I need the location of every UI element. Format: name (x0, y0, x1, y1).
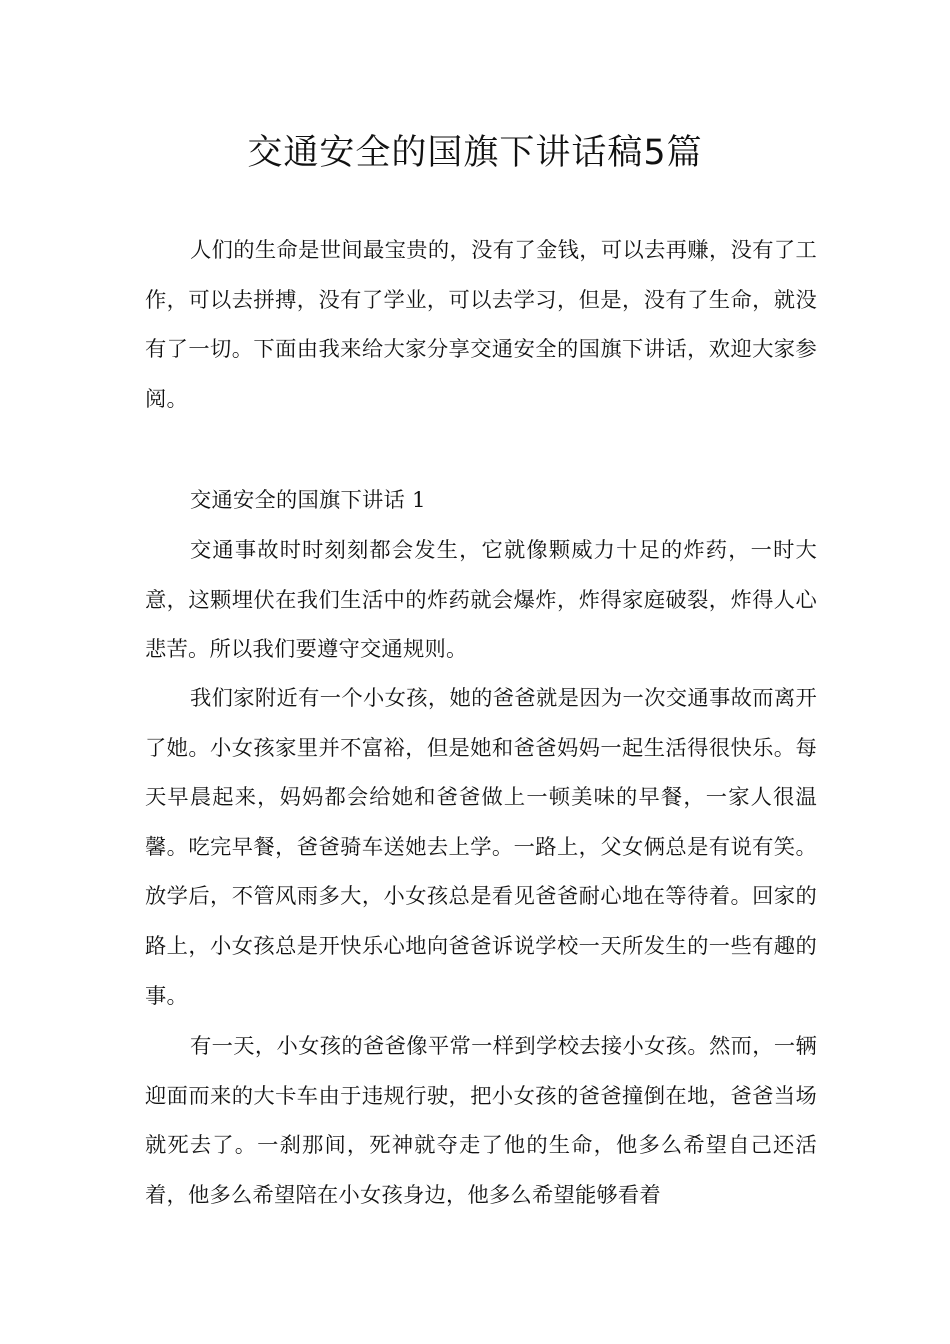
section-heading: 交通安全的国旗下讲话 1 (190, 488, 426, 513)
body-paragraph: 交通事故时时刻刻都会发生，它就像颗威力十足的炸药，一时大意，这颗埋伏在我们生活中的炸药就会爆炸，炸得家庭破裂，炸得人心悲苦。所以我们要遵守交通规则。 (145, 538, 817, 663)
document-title: 交通安全的国旗下讲话稿5篇 (247, 133, 703, 173)
intro-paragraph: 人们的生命是世间最宝贵的，没有了金钱，可以去再赚，没有了工作，可以去拼搏，没有了学业，可以去学习，但是，没有了生命，就没有了一切。下面由我来给大家分享交通安全的国旗下讲话，欢迎大家参阅。 (145, 238, 817, 412)
body-paragraph: 我们家附近有一个小女孩，她的爸爸就是因为一次交通事故而离开了她。小女孩家里并不富裕，但是她和爸爸妈妈一起生活得很快乐。每天早晨起来，妈妈都会给她和爸爸做上一顿美味的早餐，一家人很温馨。吃完早餐，爸爸骑车送她去上学。一路上，父女俩总是有说有笑。放学后，不管风雨多大，小女孩总是看见爸爸耐心地在等待着。回家的路上，小女孩总是开快乐心地向爸爸诉说学校一天所发生的一些有趣的事。 (145, 686, 817, 1009)
body-paragraph: 有一天，小女孩的爸爸像平常一样到学校去接小女孩。然而，一辆迎面而来的大卡车由于违规行驶，把小女孩的爸爸撞倒在地，爸爸当场就死去了。一刹那间，死神就夺走了他的生命，他多么希望自己还活着，他多么希望陪在小女孩身边，他多么希望能够看着 (145, 1034, 817, 1208)
